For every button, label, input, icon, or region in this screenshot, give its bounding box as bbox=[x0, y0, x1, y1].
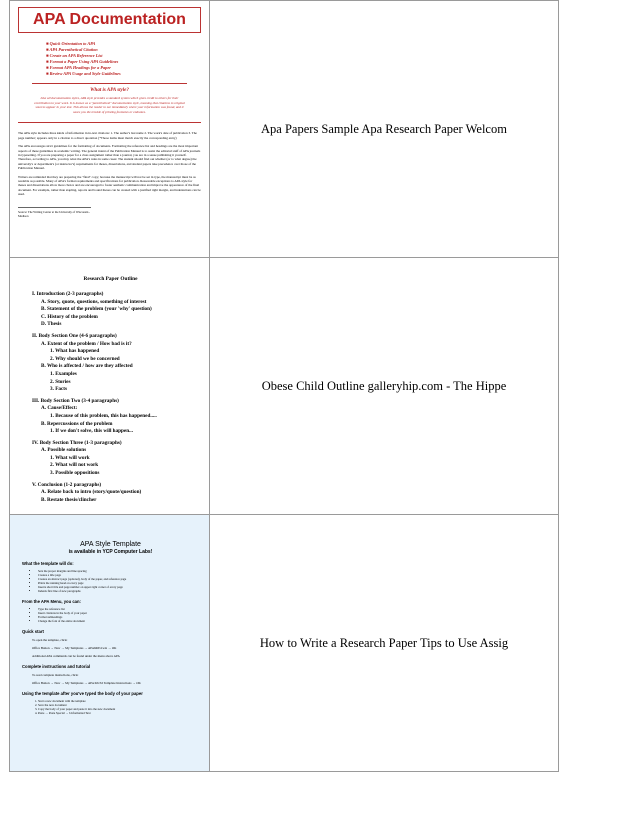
thumb-text: Office Button → New → My Templates → APA6thEd.wiz → OK bbox=[32, 646, 117, 650]
caption-cell bbox=[210, 514, 559, 772]
outline-line: 2. What will not work bbox=[50, 462, 99, 469]
thumb-list bbox=[38, 569, 199, 593]
caption-cell bbox=[210, 0, 559, 258]
thumb-heading: Complete instructions and tutorial bbox=[22, 664, 91, 669]
outline-line: 2. Stories bbox=[50, 378, 71, 385]
caption-cell bbox=[210, 257, 559, 515]
thumb-text: To open the template, click: bbox=[32, 638, 68, 642]
thumb-info-box bbox=[32, 83, 187, 114]
thumb-list-item: • Inserts short title and page number on upper right corner of every page bbox=[38, 585, 199, 589]
thumbnail-research-outline[interactable] bbox=[9, 257, 210, 515]
thumb-title: APA Documentation bbox=[18, 7, 201, 33]
outline-line: 2. Why should we be concerned bbox=[50, 355, 120, 362]
thumb-list-item: • Sets the proper margins and line spacing bbox=[38, 569, 199, 573]
outline-line: D. Thesis bbox=[41, 321, 62, 328]
thumb-numbered-list bbox=[38, 699, 199, 715]
thumb-link: ■ Review APA Usage and Style Guidelines bbox=[46, 71, 201, 77]
thumb-paragraph: The APA encourages strict guidelines for the formatting of documents. Formatting the reference list and headings are the most important aspects of these guidelines in academic writing. The general intent of the Publication Manual is to assist the editorial staff of APA journals in typesetting. If you are preparing a paper for a class assignment rather than a journal, you are in a sense publishing it yourself. Therefore, according to APA, you may relax the APA's rules in some cases: The student should find out whether (or to what degree) the university's or department's (or instructor's) requirements for theses, dissertations, and student papers take precedence over those of the Publication Manual. bbox=[18, 144, 201, 171]
thumb-footer: Source: The Writing Center at the University of Wisconsin - Madison bbox=[18, 207, 91, 218]
thumb-heading: Using the template after you've typed the body of your paper bbox=[22, 691, 143, 696]
outline-line: B. Repercussions of the problem bbox=[41, 420, 113, 427]
outline-line: A. Story, quote, questions, something of interest bbox=[41, 298, 147, 305]
thumb-list-item: • Change the font of the entire document bbox=[38, 619, 199, 623]
outline-line: 1. Examples bbox=[50, 370, 77, 377]
result-caption[interactable]: Apa Papers Sample Apa Research Paper Welcom bbox=[261, 121, 507, 136]
outline-line: B. Restate thesis/clincher bbox=[41, 496, 97, 503]
outline-line: V. Conclusion (1-2 paragraphs) bbox=[32, 481, 102, 488]
result-row bbox=[9, 0, 559, 258]
outline-line: I. Introduction (2-3 paragraphs) bbox=[32, 291, 104, 297]
outline-line: A. Relate back to intro (story/quote/question) bbox=[41, 489, 142, 496]
outline-line: IV. Body Section Three (1-3 paragraphs) bbox=[32, 439, 122, 446]
thumb-list-item: • Creates a title page bbox=[38, 573, 199, 577]
thumb-list-item: • Creates an abstract page (optional), body of the paper, and reference page bbox=[38, 577, 199, 581]
thumb-link: ■ APA Parenthetical Citation bbox=[46, 47, 201, 53]
thumb-heading: From the APA Menu, you can: bbox=[22, 599, 81, 604]
thumb-text: Office Button → New → My Templates → APA 6th Ed Template Instructions → OK bbox=[32, 681, 141, 685]
outline-line: 3. Facts bbox=[50, 386, 67, 393]
thumb-link: ■ Format a Paper Using APA Guidelines bbox=[46, 59, 201, 65]
outline-line: A. Cause/Effect: bbox=[41, 405, 78, 412]
thumb-list-item: • Format subheadings bbox=[38, 615, 199, 619]
outline-line: 1. If we don't solve, this will happen... bbox=[50, 428, 134, 435]
result-row bbox=[9, 514, 559, 772]
outline-line: B. Statement of the problem (your 'why' question) bbox=[41, 306, 152, 313]
thumb-text: To read complete instructions, click: bbox=[32, 673, 79, 677]
thumb-subtitle: is available in YCP Computer Labs! bbox=[68, 549, 153, 555]
thumb-title: Research Paper Outline bbox=[83, 276, 138, 282]
thumb-paragraph: The APA style includes three kinds of information in in-text citations: 1. The author's last name 2. The work's date of publication 3. The page number; appears only in a citation to a direct quotation (*Those items must match exactly the corresponding entry) bbox=[18, 131, 197, 140]
outline-line: II. Body Section One (4-6 paragraphs) bbox=[32, 332, 117, 339]
thumb-list-item: • Indents first line of new paragraphs bbox=[38, 589, 199, 593]
thumb-heading: Quick start bbox=[22, 629, 44, 634]
outline-line: 3. Possible oppositions bbox=[50, 470, 100, 477]
thumb-link: ■ Create an APA Reference List bbox=[46, 53, 201, 59]
thumb-list bbox=[38, 607, 199, 623]
thumb-link: ■ Quick Orientation to APA bbox=[46, 41, 201, 47]
outline-line: A. Extent of the problem / How bad is it? bbox=[41, 340, 132, 347]
result-caption[interactable]: How to Write a Research Paper Tips to Use Assig bbox=[259, 635, 509, 650]
outline-line: 1. What has happened bbox=[50, 348, 100, 355]
outline-line: 1. What will work bbox=[50, 454, 90, 461]
outline-line: B. Who is affected / how are they affected bbox=[41, 363, 133, 370]
thumb-list-item: • Insert citations in the body of your paper bbox=[38, 611, 199, 615]
thumb-text: Additional APA commands can be found under the menu above APA bbox=[32, 654, 120, 658]
thumbnail-apa-documentation[interactable] bbox=[9, 0, 210, 258]
thumb-list-item: 1. Start a new document with the template bbox=[38, 699, 199, 703]
thumbnail-apa-template[interactable] bbox=[9, 514, 210, 772]
outline-line: 1. Because of this problem, this has happened..... bbox=[50, 412, 157, 419]
outline-list bbox=[22, 291, 199, 504]
result-row bbox=[9, 257, 559, 515]
thumb-list-item: 4. Paste → Paste Special → Unformatted Text bbox=[38, 711, 199, 715]
thumb-list-item: • Prints the running head on every page bbox=[38, 581, 199, 585]
thumb-box-heading: What is APA style? bbox=[90, 88, 129, 93]
outline-line: III. Body Section Two (3-4 paragraphs) bbox=[32, 397, 119, 404]
thumb-title: APA Style Template bbox=[80, 541, 141, 548]
thumb-list-item: 2. Save the new document bbox=[38, 703, 199, 707]
thumb-link-list bbox=[46, 41, 201, 77]
thumb-heading: What the template will do: bbox=[22, 561, 74, 566]
thumb-link: ■ Format APA Headings for a Paper bbox=[46, 65, 201, 71]
thumb-box-text: Like all documentation styles, APA style provides a standard system which gives credit to others for their contribution to your work. It is known as a "parenthetical" documentation style, meaning that citations to original sources appear in your text. This allows the reader to see immediately where your information was found, and it saves you the trouble of printing footnotes or endnotes. bbox=[34, 96, 185, 114]
thumb-list-item: 3. Copy the body of your paper and paste it into the new document bbox=[38, 707, 199, 711]
outline-line: C. History of the problem bbox=[41, 313, 98, 320]
outline-line: A. Possible solutions bbox=[41, 447, 87, 454]
thumb-paragraph: Writers are reminded that they are preparing the "final" copy; because the manuscript will not be set in type, the manuscript must be as readable as possible. Many of APA's format requirements and specifications for publication. Reasonable exceptions to APA style for theses and dissertations allow more choice and are encouraged to foster aesthetic communication and improve the appearance of the final document. For example, rather than stapling, reports and bound theses can be created with a justified right margin, and indentations can be used. bbox=[18, 174, 201, 197]
result-caption[interactable]: Obese Child Outline galleryhip.com - The Hippe bbox=[261, 378, 507, 393]
thumb-list-item: • Type the reference list bbox=[38, 607, 199, 611]
thumb-body bbox=[18, 122, 201, 196]
